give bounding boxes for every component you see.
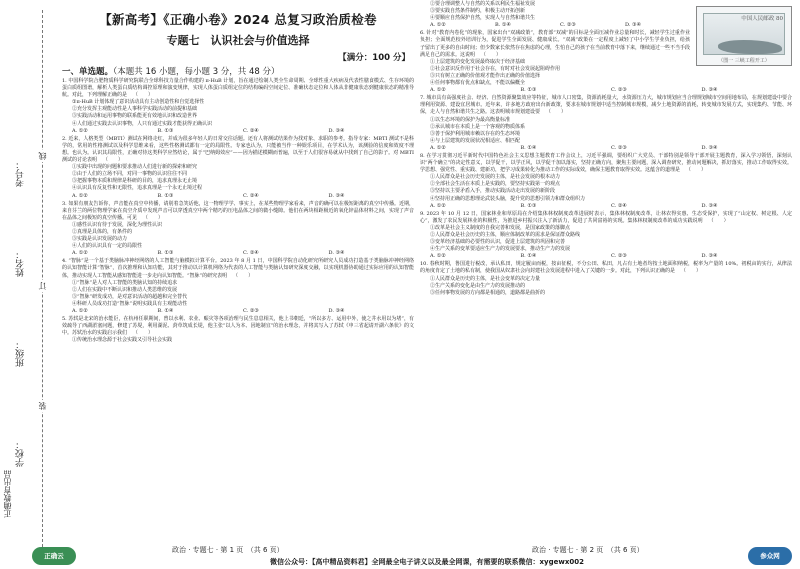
answer-choice: C. ②③ [560, 22, 576, 29]
answer-bracket: （ ） [133, 330, 154, 337]
statement-option: ③“智脉”研发成功，是对意识活动的超越和完全替代 [72, 293, 188, 300]
question-item [420, 95, 792, 152]
question-stem [62, 136, 414, 164]
question-text: 6. 针对“教育内卷化”的现象，国家出台“双减政策”，教育部“双减”的目标是全面压减作业总量和时长，减轻学生过重作业负担；全面规范校外培训行为，促进学生全面发展、健康成长。“双减”政策在一定程度上减轻了中小学生学业负担，给孩子留出了更多的自由时间；但少数家长依然存在焦虑的心理，生怕自己的孩子在当前教育中落下来，继续通过一些不当手段满足自己的需求。这说明 [420, 30, 691, 58]
school-label: 学校： [16, 440, 26, 467]
full-score: 【满分：100 分】 [338, 53, 410, 63]
answer-choice: D. ③④ [701, 202, 718, 209]
answer-choice: D. ③④ [328, 192, 345, 199]
section-heading [62, 65, 414, 77]
statement-option: ④任何事物都有优点和缺点，不能以偏概全 [430, 80, 526, 87]
exam-subtitle: 专题七 认识社会与价值选择 [166, 34, 310, 47]
statement-option: ④与上层建筑的发展状况相适应、相匹配 [430, 137, 521, 144]
answer-choice: C. ②④ [243, 250, 259, 257]
statement-option: ④人们的认识具有一定的局限性 [72, 243, 143, 250]
statement-option: ①以生态环境的保护为最高衡量标准 [430, 116, 511, 123]
statement-option: ④坚持用正确的思想理论武装头脑，提升党的思想引领力和群众组织力 [430, 195, 586, 202]
statement-option: ④科研人员成功打造“智脉”说明实践具有主观能动性 [72, 300, 188, 307]
answer-choice: C. ②④ [243, 127, 259, 134]
question-item [420, 153, 792, 210]
line-mark: 线 [38, 152, 47, 160]
statement-option: ①传统治水理念源于社会实践又引导社会实践 [72, 337, 173, 344]
answer-choice: D. ③④ [701, 144, 718, 151]
statement-option: ④认识具有反复性和无限性，追求真理是一个永无止境过程 [72, 185, 203, 192]
statement-option: ②社会意识反作用于社会存在，有时对社会发展起阻碍作用 [430, 65, 561, 72]
answer-choices [62, 250, 414, 257]
statement-option: ②承认城市在本质上是一个客观的物质体系 [430, 123, 526, 130]
statement-option: ①人民群众是历史的主体，是社会变革的决定力量 [430, 275, 541, 282]
statement-option: ②人民群众是社会历史的主体，顺应体制改革的需求是保证群众路线 [430, 232, 581, 238]
statement-option: ③善于保护利用城市赖以存在的生态环境 [430, 130, 521, 137]
page-number-left: 政治 · 专题七 · 第 1 页 （共 6 页） [172, 546, 284, 554]
answer-choice: C. ②③ [611, 253, 627, 260]
statement-option: ②全部社会生活在本质上是实践的，要坚持实践第一的观点 [430, 181, 561, 188]
stamp-text: 中国人民邮政 80 [741, 16, 783, 22]
question-text: 3. 如果有朋友告诉你，声音能在真空中传播，请别着急笑话他，这一物理学学、事实上，在某些物理学家看来，声音的确可以在极短距离的真空中传播。近期，来自芬兰的两位物理学家在真空介质中发现声音可以穿透真空中两个精巧的压电晶体之间的微小缝隙。他们在两块相距极近的氧化锌晶体材料之间，实现了声音在晶体之间极短的真空传播。可见 [62, 200, 414, 221]
statement-option: ①实践中出现的问题和要求推动人们进行新的探索和研究 [72, 164, 198, 171]
answer-choices [62, 308, 414, 315]
exam-title: 【新高考】《正确小卷》2024 总复习政治质检卷 [99, 12, 377, 27]
answer-bracket: （ ） [233, 272, 254, 279]
answer-choices [62, 193, 414, 200]
question-stem [62, 258, 414, 279]
question-item [62, 78, 414, 135]
answer-choice: A. ①② [430, 144, 446, 151]
answer-choice: B. ①④ [520, 144, 537, 151]
answer-choice: B. ①③ [520, 202, 537, 209]
question-text: 2. 近来，人格类型（MBTI）测试在网络走红，并成为很多年轻人的日常交往话题。还有人将测试结果作为找对象、求职的参考。指导专家：MBTI 测试不是科学的，常用的性格测试以及科学思维来看，这些性格测试都有一定的局限性。专家也认为，只能被当作一种娱乐项目，在学术认为，该测验的信度和效度不理想。也认为。认识其局限性，正确对待这类科学应然结论，属于“巴纳姆效应”——因为描述模糊而普遍，以至于人们很容易就从中找到了自己的影子。对 MBTI 测试的讨论表明 [62, 135, 414, 164]
question-stem [420, 95, 792, 116]
answer-choice: C. ②③ [243, 308, 259, 314]
page-number-right: 政治 · 专题七 · 第 2 页 （共 6 页） [532, 546, 644, 554]
stamp-image [696, 6, 792, 66]
right-column [420, 0, 792, 569]
statement-option: ③实践是认识发展的动力 [72, 236, 128, 243]
question-stem [420, 261, 792, 275]
answer-choice: D. ③④ [328, 127, 345, 134]
statement-option: ②人们在实践中不断认识和推动人类思维的发展 [72, 286, 178, 293]
question-text: 9. 2023 年 10 月 12 日，国家林业和草原局在介绍集体林权制度改革进展时表示，集体林权制度改革，让林农得实惠、生态受保护，实现了“山定权、树定根、人定心”，激发了农民发展林业的积极性，为推进乡村振兴注入了新活力，促进了共同富裕的实现。集体林权制度改革的成功实践说明 [420, 210, 792, 224]
answer-choices [420, 87, 792, 94]
section-name: 一、单选题。 [62, 67, 114, 77]
mountain-shape [718, 40, 782, 54]
answer-choice: A. ①② [430, 87, 446, 94]
answer-bracket: （ ） [681, 268, 702, 275]
answer-choice: D. ③④ [701, 87, 718, 94]
answer-choice: C. ②④ [243, 192, 259, 199]
statement-option: ④生产关系的变革要适应生产力的发展要求，推动生产力的发展 [430, 246, 571, 253]
question-item [62, 316, 414, 344]
answer-choice: B. ①③ [157, 127, 174, 134]
statement-option: ③变革经济基础的必要性的认识，促进上层建筑的巩固和完善 [430, 239, 566, 246]
answer-choice: A. ①② [72, 127, 88, 134]
answer-bracket: （ ） [686, 167, 707, 174]
statement-option: ③要实践自然条件制约，积极主动开拓创新 [430, 8, 526, 15]
question-text: 10. 春秋时期，鲁国进行税改，承认私田，规定履亩而税，按亩征税，不分公田、私田，凡占有土地者均按土地面积纳税，税率为产量的 10%。初税亩的实行，从律法的角度肯定了土地的私有制，使我国从奴隶社会向封建社会发展进程中进入了关键的一步。对此，下列认识正确的是 [420, 261, 792, 275]
answer-choice: A. ①② [430, 22, 446, 29]
answer-choice: D. ③④ [625, 22, 641, 29]
question-text: 8. 在学习贯彻习近平新时代中国特色社会主义思想主题教育工作会议上，习近平强调，要组织广大党员、干部特别是领导干部开展主题教育，深入学习领悟，深刻认识“两个确立”的决定性意义，以学促干，以学正风，以学促干加以落实，坚持正确方向，聚焦主要问题，深入调查研究，推动问题解决，抓好落实，推动工作取得实效。学思想、强党性、重实践、建新功，把学习成果转化为推动工作的实际成效，确保主题教育取得实效。这蕴含的道理是 [420, 152, 792, 174]
question-text: 1. 中国科学院合肥物质科学研究院联合全球科技力量合作构建的 π-HuB 计划，旨在通过绘制人类全生命周期、全球性重大疾病及代表性膳食模式、生存环境的蛋白质组图谱，解析人类蛋白质结构调控原理和演变规律，实现人体蛋白质组定位的结构编码空间定位、准确状态定位和人体从非健康状态到健康状态的精准导航。对此，下列理解正确的是 [62, 78, 414, 99]
answer-bracket: （ ） [481, 51, 502, 58]
answer-choice: D. ③④ [328, 308, 345, 314]
answer-bracket: （ ） [546, 109, 567, 116]
statement-option: ③把握事物本质和规律是科研的目的，追求真理永无止境 [72, 178, 198, 185]
left-column [62, 0, 414, 569]
answer-bracket: （ ） [708, 217, 729, 224]
statement-option: ①π-HuB 计划体现了意识活动具有主动创造性和自觉选择性 [72, 99, 205, 106]
answer-choice: A. ①② [72, 192, 88, 199]
answer-choice: A. ①② [430, 202, 446, 209]
answer-bracket: （ ） [133, 92, 154, 99]
question-text: 7. 城市具有高强度社会、经济、自然资源聚集效应等特征，城市人口密集，资源消耗量大，水资源压力大，城市规划应当合理规划城市空间用地布局，在规划建设中要合理利用资源、建设宜居城市。近年来，许多地方政府出台新政策，要求在城市规划中适当控制城市规模，减少土地资源的消耗，转变城市发展方式，实现集约、节能、环保，走人与自然和谐共生之路。这表明城市规划建设要 [420, 95, 792, 116]
statement-option: ③任何事物发展的方向都是相通的，道路都是曲折的 [430, 289, 546, 296]
statement-option: ②生产关系的变化是由生产力的发展推动的 [430, 282, 526, 289]
logo-right: 参众网 [748, 547, 792, 565]
answer-choices [420, 253, 792, 260]
order-mark: 订 [38, 282, 47, 290]
question-item [62, 201, 414, 258]
question-text: 5. 苏轼是北宋的治水能臣，在杭州任职期间，曾以水利、农业、赈灾等各项治理与民生息息相关，他上书朝廷，“所以多方、运用中外，使之井水用以为堵”，有效疏导了西湖淤塞问题，修建了苏堤，利用湖泥、葑草筑成长堤，他主张“以人为本、因地制宜”的治水理念，并将其写入了苏轼《申三省起请开湖六条状》的文中。苏轼治水的实践启示我们 [62, 316, 414, 337]
statement-option: ②充分发挥主观能动性是人事科学实践活动的前提和基础 [72, 106, 198, 113]
answer-choices [62, 128, 414, 135]
answer-choice: B. ①③ [157, 192, 174, 199]
answer-choices [420, 22, 690, 29]
answer-choice: B. ①④ [495, 22, 511, 29]
answer-choice: D. ③④ [701, 253, 718, 260]
answer-choice: D. ③④ [328, 250, 345, 257]
statement-option: ①“智脉”是人对人工智能的类脑认知的持续追求 [72, 279, 178, 286]
footer-note: 微信公众号：【高中精品资料君】全网最全电子讲义以及最全网课，有需要的联系微信：xygewx002 [270, 558, 584, 566]
question-item [62, 258, 414, 315]
answer-choice: A. ①② [72, 308, 88, 314]
answer-choice: B. ①③ [520, 87, 537, 94]
question-item [420, 261, 792, 296]
statement-option: ①上层建筑的变化发展最终取决于经济基础 [430, 58, 526, 65]
statement-option: ③只有树立正确的价值观才能作出正确的价值选择 [430, 72, 541, 79]
statement-option: ①感性认识有待于发展，深化为理性认识 [72, 221, 163, 228]
answer-choice: B. ①③ [157, 250, 174, 257]
statement-option: ③坚持以主要矛盾入手，推动实践活动走出发展的新阶段 [430, 188, 556, 195]
question-text: 4. “智脉”是一个基于类脑脉冲神经网络的人工智能与脑模拟计算平台。2023 年 8 月 1 日，中国科学院自动化研究所研究人员成功打造基于类脑脉冲神经网络的认知智能计算“智脉”，首次推理和认知功能，其对于推动以计算机网络为代表的人工智能与类脑认知研究深度交融，以实现机器协助通过实际应用的认知智能体，推动实现人工智能从感知智能进一步走向认知智能。“智脉”的研究表明 [62, 258, 414, 279]
stamp-caption: （图一 三峡工程开工） [718, 58, 770, 64]
statement-option: ①改革是社会主义制度的自我完善和发展，是国家政策的落脚点 [430, 224, 571, 231]
binding-gutter [0, 0, 60, 569]
page-footer [44, 543, 792, 567]
question-item [420, 211, 792, 261]
bind-mark: 装 [38, 402, 47, 410]
answer-choice: C. ②③ [611, 144, 627, 151]
answer-choices [420, 203, 792, 210]
logo-left: 正确云 [32, 547, 76, 565]
question-stem [420, 211, 792, 225]
statement-option: ④要顺应自然保护自然，实现人与自然和谐共生 [430, 15, 536, 22]
question-list-left [62, 78, 414, 344]
class-label: 班级： [16, 340, 26, 367]
answer-choice: C. ②③ [611, 87, 627, 94]
question-stem [62, 78, 414, 99]
section-note: （本题共 16 小题，每小题 3 分，共 48 分） [113, 67, 280, 77]
question-stem [420, 153, 792, 174]
question-stem [62, 201, 414, 222]
statement-option: ③实践活动和运用事物的联系能更有效地认识和改造世界 [72, 113, 198, 120]
answer-choice: A. ①② [430, 253, 446, 260]
brand-vertical: 正确教育出品 [3, 470, 12, 518]
answer-choices [420, 145, 792, 152]
answer-bracket: （ ） [103, 157, 124, 164]
statement-option: ①人民群众是社会历史发展的主体，是社会发展的根本动力 [430, 174, 561, 181]
answer-bracket: （ ） [143, 214, 164, 221]
statement-option: ②真理是具体的，有条件的 [72, 228, 133, 235]
statement-option: ④人们通过实践去认识事物，人只有通过实践才能获得正确认识 [72, 120, 213, 127]
answer-choice: A. ①② [72, 250, 88, 257]
statement-option: ②由于人们的立场不同，对同一事物的认识往往不同 [72, 171, 188, 178]
answer-choice: B. ①④ [520, 253, 537, 260]
question-item [62, 136, 414, 200]
statement-option: ②要合理调整人与自然的关系以利民生福祉发展 [430, 1, 536, 7]
question-stem [62, 316, 414, 337]
exam-no-label: 考号： [16, 160, 26, 187]
name-label: 姓名： [16, 250, 26, 277]
answer-choice: C. ②④ [611, 202, 627, 209]
answer-choice: B. ①④ [157, 308, 174, 314]
